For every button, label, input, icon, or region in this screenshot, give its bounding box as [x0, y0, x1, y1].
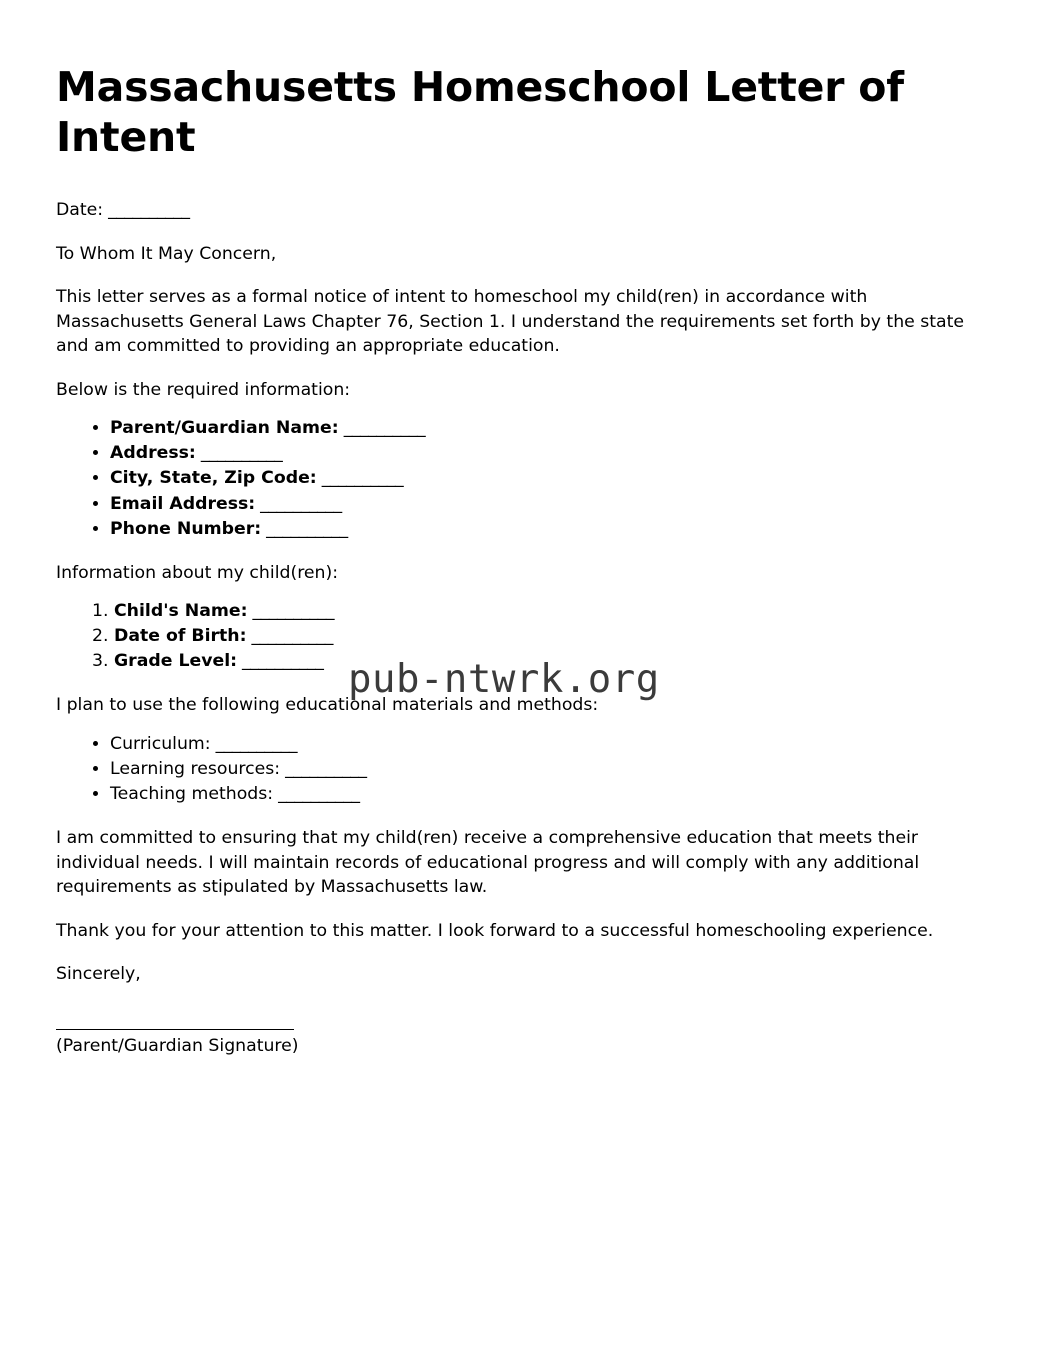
list-item	[110, 732, 980, 757]
field-blank[interactable]: __________	[261, 518, 348, 539]
field-blank[interactable]: __________	[237, 651, 324, 672]
field-label: Learning resources:	[110, 759, 281, 780]
field-label: Phone Number:	[110, 518, 262, 539]
list-item	[110, 517, 980, 542]
list-item	[110, 416, 980, 441]
commitment-paragraph: I am committed to ensuring that my child(ren) receive a comprehensive education that meets their individual needs. I will maintain records of educational progress and will comply with any additional requirements as stipulated by Massachusetts law.	[56, 828, 920, 898]
field-blank[interactable]: __________	[273, 784, 360, 805]
field-blank[interactable]: __________	[210, 734, 297, 755]
field-label: Date of Birth:	[114, 626, 247, 647]
children-list	[56, 599, 980, 674]
field-blank[interactable]: __________	[195, 443, 283, 464]
salutation: To Whom It May Concern,	[56, 243, 277, 264]
field-blank[interactable]: __________	[247, 601, 334, 622]
list-item	[110, 441, 980, 466]
field-label: Parent/Guardian Name:	[110, 418, 339, 439]
required-info-list	[56, 416, 980, 541]
list-item	[110, 466, 980, 491]
document-body	[56, 62, 980, 1059]
field-label: City, State, Zip Code:	[110, 468, 317, 489]
field-blank[interactable]: __________	[338, 418, 426, 439]
list-item	[114, 624, 980, 649]
materials-list	[56, 732, 980, 807]
field-blank[interactable]: __________	[316, 468, 404, 489]
list-item	[110, 757, 980, 782]
intro-paragraph: This letter serves as a formal notice of intent to homeschool my child(ren) in accordance with Massachusetts General Laws Chapter 76, Section 1. I understand the requirements set forth by the state and am committed to providing an appropriate education.	[56, 287, 965, 357]
field-label: Address:	[110, 443, 196, 464]
field-label: Grade Level:	[114, 651, 238, 672]
field-blank[interactable]: __________	[246, 626, 333, 647]
field-blank[interactable]: __________	[280, 759, 367, 780]
signature-line[interactable]	[56, 1029, 294, 1030]
signature-caption: (Parent/Guardian Signature)	[56, 1036, 299, 1056]
field-label: Teaching methods:	[110, 784, 274, 805]
field-label: Curriculum:	[110, 734, 211, 755]
materials-lead: I plan to use the following educational materials and methods:	[56, 695, 599, 716]
list-item	[114, 649, 980, 674]
children-lead: Information about my child(ren):	[56, 562, 339, 583]
date-blank[interactable]: __________	[103, 200, 190, 221]
field-label: Email Address:	[110, 493, 256, 514]
date-line	[56, 198, 980, 223]
page-title: Massachusetts Homeschool Letter of Intent	[56, 63, 904, 162]
thanks-paragraph: Thank you for your attention to this matter. I look forward to a successful homeschooling experience.	[56, 920, 934, 941]
watermark: pub-ntwrk.org	[348, 657, 660, 702]
date-label: Date:	[56, 200, 104, 221]
list-item	[110, 492, 980, 517]
list-item	[114, 599, 980, 624]
list-item	[110, 782, 980, 807]
field-blank[interactable]: __________	[255, 493, 342, 514]
required-info-lead: Below is the required information:	[56, 379, 351, 400]
closing: Sincerely,	[56, 964, 141, 985]
field-label: Child's Name:	[114, 601, 248, 622]
